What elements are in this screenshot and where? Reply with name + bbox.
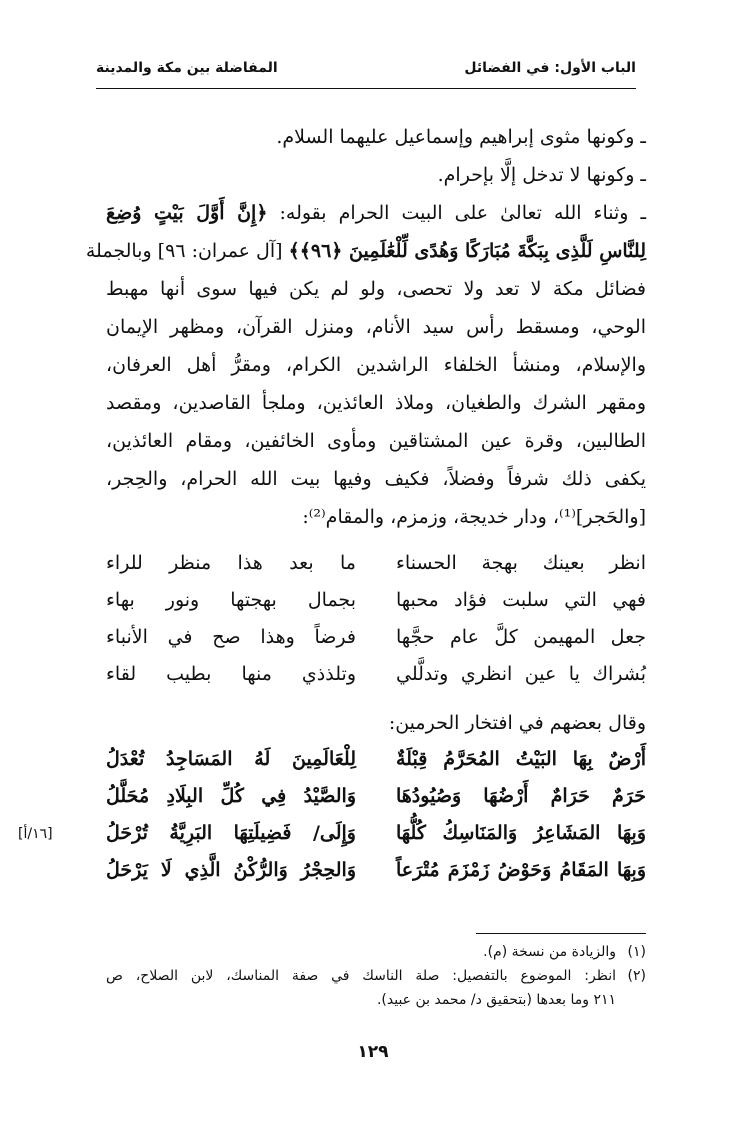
- poem-intro: وقال بعضهم في افتخار الحرمين:: [388, 712, 646, 734]
- poem-verse: [106, 748, 646, 785]
- text-line: الطالبين، وقرة عين المشتاقين ومأوى الخائفين، ومقام العائذين،: [106, 430, 646, 452]
- poem-verse: [106, 552, 646, 589]
- poem-verse: [106, 626, 646, 663]
- footnote-item: [106, 964, 646, 1012]
- verse-right-hemistich: أَرْضٌ بِهَا البَيْتُ المُحَرَّمُ قِبْلَةٌ: [396, 748, 646, 770]
- verse-left-hemistich: ما بعد هذا منظر للراء: [106, 552, 356, 574]
- poem-verse: [106, 663, 646, 700]
- verse-left-hemistich: فرضاً وهذا صح في الأنباء: [106, 626, 356, 648]
- verse-left-hemistich: بجمال بهجتها ونور بهاء: [106, 589, 356, 611]
- header-divider: [96, 88, 636, 89]
- footnote-text: والزيادة من نسخة (م).: [483, 944, 616, 960]
- text-line: ومقهر الشرك والطغيان، وملاذ العائذين، وملجأ القاصدين، ومقصد: [106, 392, 646, 414]
- text-line: ـ وكونها لا تدخل إلَّا بإحرام.: [437, 164, 646, 186]
- verse-left-hemistich: وتلذذي منها بطيب لقاء: [106, 663, 356, 685]
- verse-left-hemistich: لِلْعَالَمِينَ لَهُ المَسَاجِدُ تُعْدَلُ: [106, 748, 356, 770]
- verse-left-hemistich: وَالصَّيْدُ فِي كُلِّ البِلَادِ مُحَلَّلُ: [106, 785, 356, 807]
- verse-left-hemistich: وَإِلَى/ فَضِيلَتِهَا البَرِيَّةُ تُرْحَلُ: [106, 822, 356, 844]
- section-title: المفاضلة بين مكة والمدينة: [96, 60, 278, 76]
- verse-right-hemistich: وَبِهَا المَقَامُ وَحَوْضُ زَمْزَمَ مُتْرَعاً: [396, 859, 646, 881]
- verse-right-hemistich: جعل المهيمن كلَّ عام حجَّها: [396, 626, 646, 648]
- text-run: ـ وثناء الله تعالىٰ على البيت الحرام بقوله:: [279, 202, 647, 224]
- running-header: [96, 58, 636, 84]
- poem-verse: [106, 785, 646, 822]
- footnote-divider: [476, 933, 646, 934]
- text-line: فضائل مكة لا تعد ولا تحصى، ولو لم يكن فيها سوى أنها مهبط: [106, 278, 646, 300]
- poem-verse: [106, 859, 646, 896]
- verse-right-hemistich: انظر بعينك بهجة الحسناء: [396, 552, 646, 574]
- poem-verse: [106, 589, 646, 626]
- footnotes: [106, 940, 646, 1012]
- verse-left-hemistich: وَالحِجْرُ وَالرُّكْنُ الَّذِي لَا يَرْحَلُ: [106, 859, 356, 881]
- footnote-number: (٢): [627, 968, 646, 984]
- text-line: الوحي، ومسقط رأس سيد الأنام، ومنزل القرآن، ومظهر الإيمان: [106, 316, 646, 338]
- verse-right-hemistich: فهي التي سلبت فؤاد محبها: [396, 589, 646, 611]
- verse-right-hemistich: وَبِهَا المَشَاعِرُ وَالمَنَاسِكُ كُلُّهَا: [396, 822, 646, 844]
- poem-first: [106, 552, 646, 700]
- footnote-text: ٢١١ وما بعدها (بتحقيق د/ محمد بن عبيد).: [376, 992, 616, 1008]
- page-number: ١٢٩: [357, 1042, 389, 1062]
- footnote-item: [106, 940, 646, 964]
- quran-verse: ﴿إِنَّ أَوَّلَ بَيْتٍ وُضِعَ: [106, 202, 268, 224]
- quran-verse: لِلنَّاسِ لَلَّذِى بِبَكَّةَ مُبَارَكًا وَهُدًى لِّلْعَٰلَمِينَ ﴿٩٦﴾﴾: [288, 240, 646, 262]
- text-line: ـ وكونها مثوى إبراهيم وإسماعيل عليهما السلام.: [276, 126, 646, 148]
- text-line: يكفى ذلك شرفاً وفضلاً، فكيف وفيها بيت الله الحرام، والحِجر،: [106, 468, 646, 490]
- text-line: [والحَجر]⁽¹⁾، ودار خديجة، وزمزم، والمقام⁽²⁾:: [302, 506, 646, 528]
- chapter-title: الباب الأول: في الفضائل: [464, 60, 636, 76]
- poem-second: [106, 748, 646, 896]
- text-line: والإسلام، ومنشأ الخلفاء الراشدين الكرام، ومقرُّ أهل العرفان،: [106, 354, 646, 376]
- poem-verse: [106, 822, 646, 859]
- verse-right-hemistich: بُشراك يا عين انظري وتدلَّلي: [396, 663, 646, 685]
- verse-right-hemistich: حَرَمٌ حَرَامٌ أَرْضُهَا وَصُيُودُهَا: [396, 785, 646, 807]
- text-line: [106, 194, 646, 232]
- text-run: [آل عمران: ٩٦] وبالجملة: [85, 240, 283, 262]
- footnote-number: (١): [627, 944, 646, 960]
- footnote-text: انظر: الموضوع بالتفصيل: صلة الناسك في صفة المناسك، لابن الصلاح، ص: [106, 968, 616, 984]
- manuscript-folio-marker: [١٦/أ]: [18, 826, 53, 842]
- text-line: [85, 232, 646, 270]
- main-text: [85, 118, 647, 536]
